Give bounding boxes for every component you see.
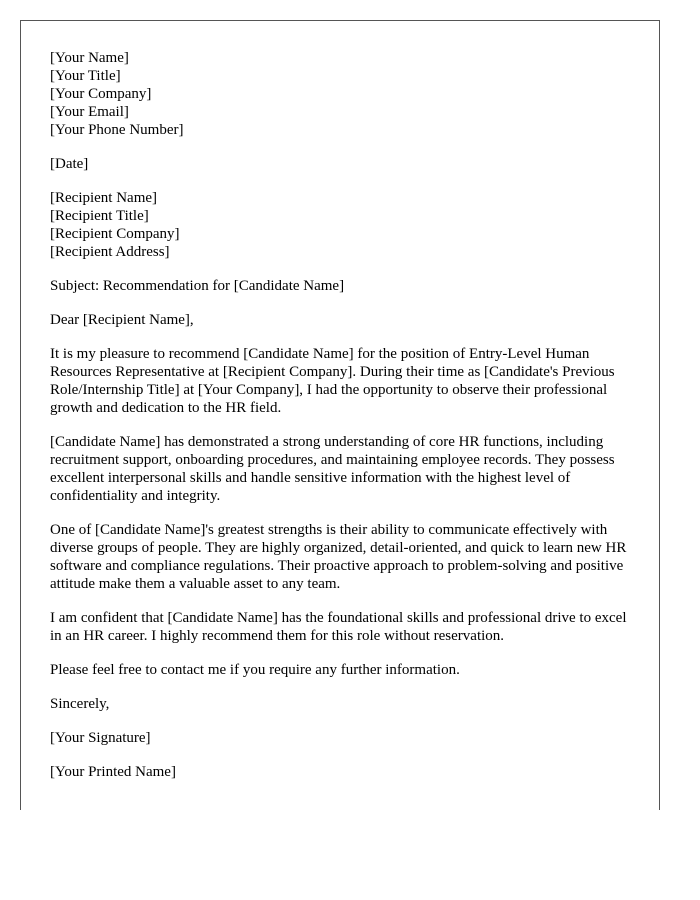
sender-title: [Your Title] bbox=[50, 68, 121, 84]
body-paragraph-skills: [Candidate Name] has demonstrated a strong understanding of core HR functions, including recruitment support, onboarding procedures, and maintaining employee records. They possess excellent interpersonal skills and handle sensitive information with the highest level of confidentiality and integrity. bbox=[50, 434, 615, 504]
letter-content bbox=[50, 49, 632, 797]
letter-date: [Date] bbox=[50, 156, 89, 172]
subject-line: Subject: Recommendation for [Candidate Name] bbox=[50, 278, 345, 294]
signature-placeholder: [Your Signature] bbox=[50, 730, 151, 746]
date-block bbox=[50, 155, 632, 173]
sender-email: [Your Email] bbox=[50, 104, 129, 120]
sender-name: [Your Name] bbox=[50, 50, 129, 66]
recipient-block bbox=[50, 189, 632, 261]
sender-company: [Your Company] bbox=[50, 86, 152, 102]
printed-name: [Your Printed Name] bbox=[50, 764, 176, 780]
recipient-company: [Recipient Company] bbox=[50, 226, 180, 242]
closing: Sincerely, bbox=[50, 696, 110, 712]
letter-page bbox=[20, 20, 660, 810]
body-paragraph-recommendation: I am confident that [Candidate Name] has the foundational skills and professional drive to excel in an HR career. I highly recommend them for this role without reservation. bbox=[50, 610, 627, 644]
recipient-name: [Recipient Name] bbox=[50, 190, 158, 206]
recipient-title: [Recipient Title] bbox=[50, 208, 149, 224]
body-paragraph-intro: It is my pleasure to recommend [Candidate Name] for the position of Entry-Level Human Resources Representative at [Recipient Company]. During their time as [Candidate's Previous Role/Internship Title] at [Your Company], I had the opportunity to observe their professional growth and dedication to the HR field. bbox=[50, 346, 615, 416]
sender-phone: [Your Phone Number] bbox=[50, 122, 184, 138]
salutation: Dear [Recipient Name], bbox=[50, 312, 194, 328]
sender-block bbox=[50, 49, 632, 139]
body-paragraph-strengths: One of [Candidate Name]'s greatest strengths is their ability to communicate effectively with diverse groups of people. They are highly organized, detail-oriented, and quick to learn new HR software and compliance regulations. Their proactive approach to problem-solving and positive attitude make them a valuable asset to any team. bbox=[50, 522, 627, 592]
body-paragraph-contact: Please feel free to contact me if you require any further information. bbox=[50, 662, 460, 678]
recipient-address: [Recipient Address] bbox=[50, 244, 170, 260]
